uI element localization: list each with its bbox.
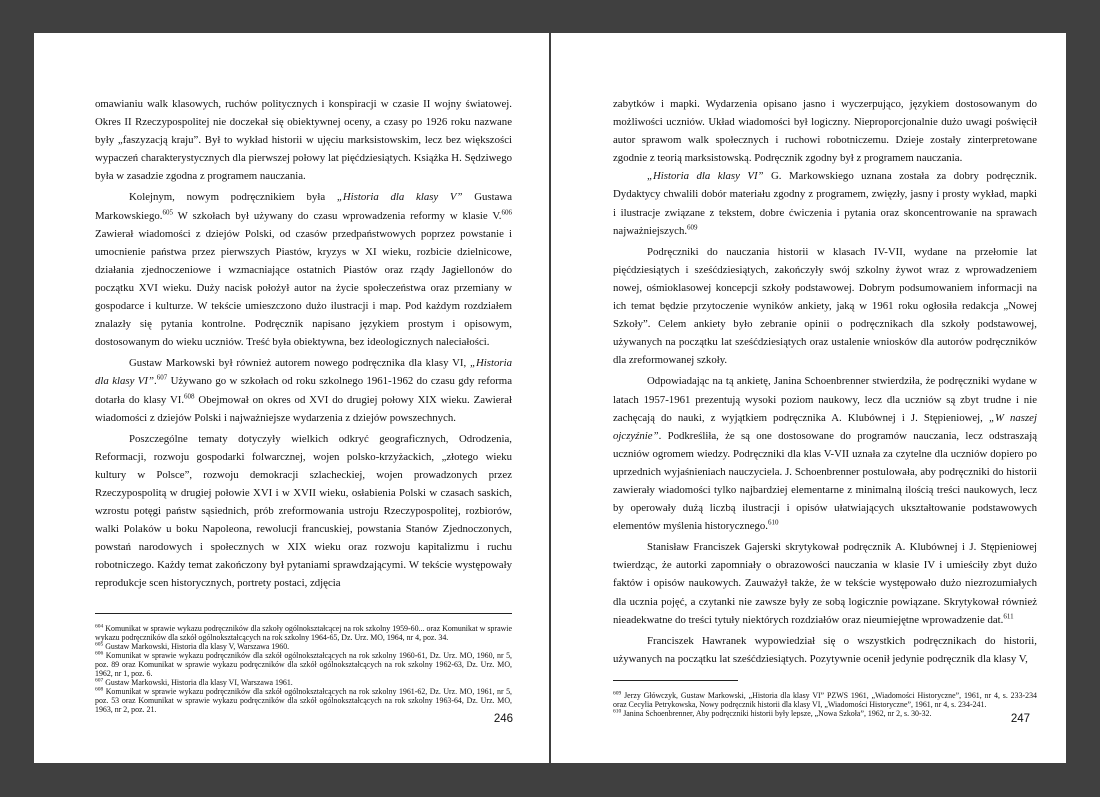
body-paragraph: Poszczególne tematy dotyczyły wielkich odkryć geograficznych, Odrodzenia, Reformacji, rozwoju gospodarki folwarcznej, wojen polsko-krzyżackich, „złotego wieku kultury w Polsce”, rozwoju demokracji szlacheckiej, wojen prowadzonych przez Rzeczypospolitą w drugiej połowie XVI i w XVII wieku, osłabienia Polski w czasach saskich, wzrostu potęgi państw sąsiednich, prób zreformowania ustroju Rzeczypospolitej, rozbiorów, walki Polaków u boku Napoleona, rewolucji francuskiej, powstania Stanów Zjednoczonych, powstań narodowych i społecznych w XIX wieku oraz rozwoju kapitalizmu i ruchu robotniczego. Każdy temat zakończony był pytaniami sprawdzającymi. W tekście występowały reprodukcje scen historycznych, portrety postaci, zdjęcia (95, 432, 512, 590)
footnotes (95, 624, 512, 715)
footnote-separator (613, 680, 738, 681)
right-page (551, 33, 1066, 763)
footnote-separator (95, 613, 512, 614)
footnote: $^{604}$ Komunikat w sprawie wykazu podręczników dla szkoły ogólnokształcącej na rok szkolny 1959-60... oraz Komunikat w sprawie wykazu podręczników dla szkół ogólnokształcących na rok szkolny 1964-65, Dz. Urz. MO, 1964, nr 4, poz. 34. (95, 622, 512, 642)
footnote: $^{606}$ Komunikat w sprawie wykazu podręczników dla szkół ogólnokształcących na rok szkolny 1960-61, Dz. Urz. MO, 1960, nr 5, poz. 89 oraz Komunikat w sprawie wykazu podręczników dla szkół ogólnokształcących na rok szkolny 1962-63, Dz. Urz. MO, 1962, nr 1, poz. 6. (95, 650, 512, 678)
body-paragraph: Kolejnym, nowym podręcznikiem była „Historia dla klasy V” Gustawa Markowskiego.$^{605}$ W szkołach był używany do czasu wprowadzenia reformy w klasie V.$^{606}$ Zawierał wiadomości z dziejów Polski, od czasów przedpaństwowych poprzez powstanie i umocnienie państwa przez pierwszych Piastów, kryzys w XI wieku, rozbicie dzielnicowe, działania zjednoczeniowe i wzmacniające ostatnich Piastów oraz rządy Jagiellonów do początku XVI wieku. Duży nacisk położył autor na życie społeczeństwa oraz przemiany w gospodarce i kulturze. W tekście umieszczono dużo ilustracji i map. Pod każdym rozdziałem znalazły się pytania kontrolne. Podręcznik napisano językiem prostym i opisowym, dostosowanym do wieku uczniów. Treść była obiektywna, bez ideologicznych naleciałości. (95, 191, 512, 349)
footnote: $^{610}$ Janina Schoenbrenner, Aby podręczniki historii były lepsze, „Nowa Szkoła”, 1962, nr 2, s. 30-32. (613, 708, 932, 719)
body-paragraph: Franciszek Hawranek wypowiedział się o wszystkich podręcznikach do historii, używanych na początku lat sześćdziesiątych. Pozytywnie ocenił jedynie podręcznik dla klasy V, (613, 634, 1037, 665)
page-number: 247 (1010, 713, 1030, 725)
footnote: $^{609}$ Jerzy Główczyk, Gustaw Markowski, „Historia dla klasy VI” PZWS 1961, „Wiadomości Historyczne”, 1961, nr 4, s. 233-234 oraz Cecylia Petrykowska, Nowy podręcznik historii dla klasy VI, „Wiadomości Historyczne”, 1961, nr 4, s. 234-241. (613, 690, 1037, 709)
body-paragraph: Stanisław Franciszek Gajerski skrytykował podręcznik A. Klubównej i J. Stępieniowej twierdząc, że autorki zapomniały o obrazowości nauczania w klasie IV i umieściły zbyt dużo faktów i opisów naukowych. Zauważył także, że w tekście występowało dużo niezrozumiałych dla ucznia pojęć, a czytanki nie zawsze były ze sobą logicznie powiązane. Skrytykował również nieadekwatne do treści tytuły niektórych rozdziałów oraz nieumiejętne wprowadzenie dat.$^{611}$ (613, 541, 1037, 626)
body-paragraph: „Historia dla klasy VI” G. Markowskiego uznana została za dobry podręcznik. Dydaktycy chwalili dobór materiału zgodny z programem, zwięzły, jasny i prosty wykład, mapki i ilustracje związane z tekstem, dobre ćwiczenia i pytania oraz skoncentrowanie na sprawach najważniejszych.$^{609}$ (613, 170, 1037, 237)
body-paragraph: zabytków i mapki. Wydarzenia opisano jasno i wyczerpująco, językiem dostosowanym do możliwości uczniów. Układ wiadomości był logiczny. Nieproporcjonalnie dużo uwagi poświęcił autor sprawom walk społecznych i ruchowi robotniczemu. Dzieje zostały zinterpretowane zgodnie z teorią marksistowską. Podręcznik zgodny był z programem nauczania. (613, 98, 1037, 165)
body-paragraph: omawianiu walk klasowych, ruchów politycznych i konspiracji w czasie II wojny światowej. Okres II Rzeczypospolitej nie doczekał się obiektywnej oceny, a czasy po 1926 roku nazwane były „faszyzacją kraju”. Był to wykład historii w ujęciu marksistowskim, lecz bez większości wypaczeń charakterystycznych dla pierwszej połowy lat pięćdziesiątych. Książka H. Sędziwego była w zasadzie zgodna z programem nauczania. (95, 98, 512, 183)
body-paragraph: Odpowiadając na tą ankietę, Janina Schoenbrenner stwierdziła, że podręczniki wydane w latach 1957-1961 prezentują wysoki poziom naukowy, lecz dla uczniów są zbyt trudne i nie zachęcają do nauki, z wyjątkiem podręcznika A. Klubównej i J. Stępieniowej, „W naszej ojczyźnie”. Podkreśliła, że są one dostosowane do programów nauczania, lecz odstraszają uczniów ogromem wiedzy. Podręczniki dla klas V-VII uznała za czytelne dla uczniów dopiero po uprzednich wyjaśnieniach nauczyciela. J. Schoenbrenner postulowała, aby podręczniki do historii zawierały wiadomości tylko najbardziej elementarne z minimalną ilością treści naukowych, lecz by operowały dużą liczbą ilustracji i opisów ułatwiających ukształtowanie podstawowych elementów myślenia historycznego.$^{610}$ (613, 375, 1037, 533)
left-page (34, 33, 549, 763)
page-number: 246 (493, 713, 513, 725)
body-paragraph: Podręczniki do nauczania historii w klasach IV-VII, wydane na przełomie lat pięćdziesiątych i sześćdziesiątych, zakończyły swój szkolny żywot wraz z wprowadzeniem nowej, ośmioklasowej koncepcji szkoły podstawowej. Dobrym podsumowaniem informacji na ich temat będzie przytoczenie wyników ankiety, jaką w 1961 roku ogłosiła redakcja „Nowej Szkoły”. Celem ankiety było zebranie opinii o podręcznikach dla szkoły podstawowej, używanych na początku lat sześćdziesiątych oraz ustalenie wniosków dla autorów podręczników dla zreformowanej szkoły. (613, 245, 1037, 367)
footnote: $^{605}$ Gustaw Markowski, Historia dla klasy V, Warszawa 1960. (95, 641, 290, 651)
body-paragraph: Gustaw Markowski był również autorem nowego podręcznika dla klasy VI, „Historia dla klasy VI”.$^{607}$ Używano go w szkołach od roku szkolnego 1961-1962 do czasu gdy reforma dotarła do klasy VI.$^{608}$ Obejmował on okres od XVI do drugiej połowy XIX wieku. Zawierał wiadomości z dziejów Polski i najważniejsze wydarzenia z dziejów powszechnych. (95, 357, 513, 424)
footnote: $^{607}$ Gustaw Markowski, Historia dla klasy VI, Warszawa 1961. (95, 677, 293, 688)
footnotes (613, 691, 1037, 718)
footnote: $^{608}$ Komunikat w sprawie wykazu podręczników dla szkół ogólnokształcących na rok szkolny 1961-62, Dz. Urz. MO, 1961, nr 5, poz. 53 oraz Komunikat w sprawie wykazu podręczników dla szkół ogólnokształcących na rok szkolny 1963-64, Dz. Urz. MO, 1963, nr 2, poz. 21. (95, 686, 512, 715)
